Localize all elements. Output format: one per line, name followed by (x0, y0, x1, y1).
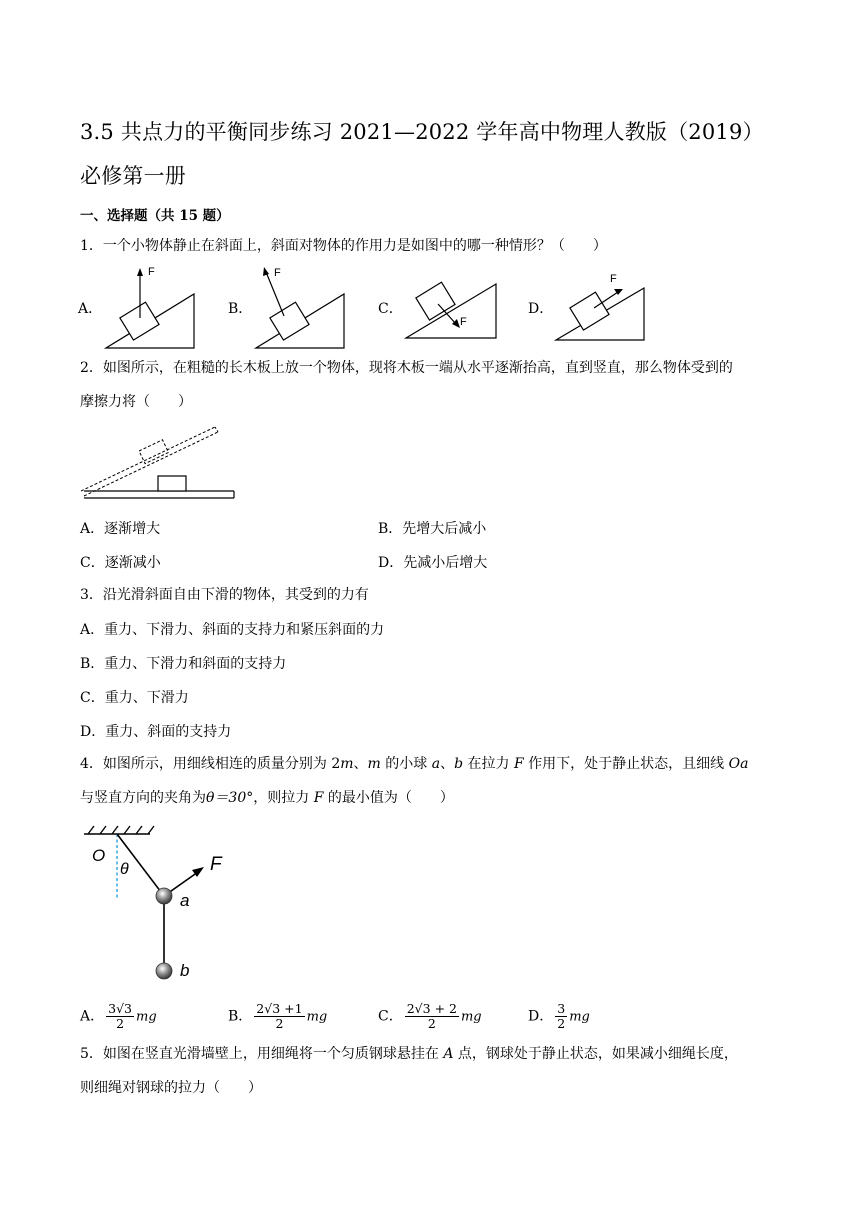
q4-option-c: C． $\frac{2√3 + 2}{2}$ mg (378, 1001, 482, 1031)
q1-option-a-label: A． (78, 301, 103, 317)
label-theta: θ (120, 861, 129, 878)
question-4-line-1: 4．如图所示，用细线相连的质量分别为 2m、m 的小球 a、b 在拉力 F 作用下，处于静止状态，且细线 Oa (80, 756, 749, 772)
q2-option-d: D．先减小后增大 (378, 555, 488, 571)
q4-option-b: B． $\frac{2√3 +1}{2}$ mg (228, 1001, 328, 1031)
section-heading: 一、选择题（共 15 题） (80, 208, 230, 224)
document-title-line-1: 3.5 共点力的平衡同步练习 2021—2022 学年高中物理人教版（2019） (80, 120, 764, 144)
q4-option-a: A． $\frac{3√3}{2}$ mg (80, 1001, 157, 1031)
q1-option-d-label: D． (528, 301, 554, 317)
q4-diagram-pendulum (80, 824, 250, 988)
label-f: F (210, 854, 222, 875)
force-f-label: F (148, 266, 155, 278)
q3-option-b: B．重力、下滑力和斜面的支持力 (80, 656, 287, 672)
question-5-line-1: 5．如图在竖直光滑墙壁上，用细绳将一个匀质钢球悬挂在 A 点，钢球处于静止状态，如果减小细绳长度， (80, 1046, 738, 1062)
force-f-label: F (610, 273, 617, 285)
q2-option-b: B．先增大后减小 (378, 521, 487, 537)
force-f-label: F (274, 267, 281, 279)
document-title-line-2: 必修第一册 (80, 164, 186, 188)
question-5-line-2: 则细绳对钢球的拉力（ ） (80, 1080, 262, 1096)
q3-option-a: A．重力、下滑力、斜面的支持力和紧压斜面的力 (80, 622, 385, 638)
q2-option-a: A．逐渐增大 (80, 521, 161, 537)
q1-option-b-diagram (254, 262, 348, 354)
question-1-text: 1．一个小物体静止在斜面上，斜面对物体的作用力是如图中的哪一种情形？（ ） (80, 238, 607, 254)
question-4-line-2: 与竖直方向的夹角为θ＝30°，则拉力 F 的最小值为（ ） (80, 790, 454, 806)
q1-option-c-diagram (404, 262, 498, 354)
question-2-line-2: 摩擦力将（ ） (80, 394, 192, 410)
q1-option-a-diagram (104, 262, 198, 354)
force-f-label: F (460, 316, 467, 328)
label-b: b (180, 961, 190, 980)
q2-diagram-board (78, 424, 240, 504)
q1-option-d-diagram (554, 262, 648, 354)
label-a: a (180, 891, 190, 910)
question-2-line-1: 2．如图所示，在粗糙的长木板上放一个物体，现将木板一端从水平逐渐抬高，直到竖直，那么物体受到的 (80, 360, 733, 376)
q3-option-c: C．重力、下滑力 (80, 690, 189, 706)
q1-option-b-label: B． (228, 301, 253, 317)
label-o: O (92, 846, 106, 865)
q2-option-c: C．逐渐减小 (80, 555, 161, 571)
q3-option-d: D．重力、斜面的支持力 (80, 724, 232, 740)
q1-option-c-label: C． (378, 301, 403, 317)
question-3-text: 3．沿光滑斜面自由下滑的物体，其受到的力有 (80, 587, 369, 603)
q4-option-d: D． $\frac{3}{2}$ mg (528, 1001, 590, 1031)
